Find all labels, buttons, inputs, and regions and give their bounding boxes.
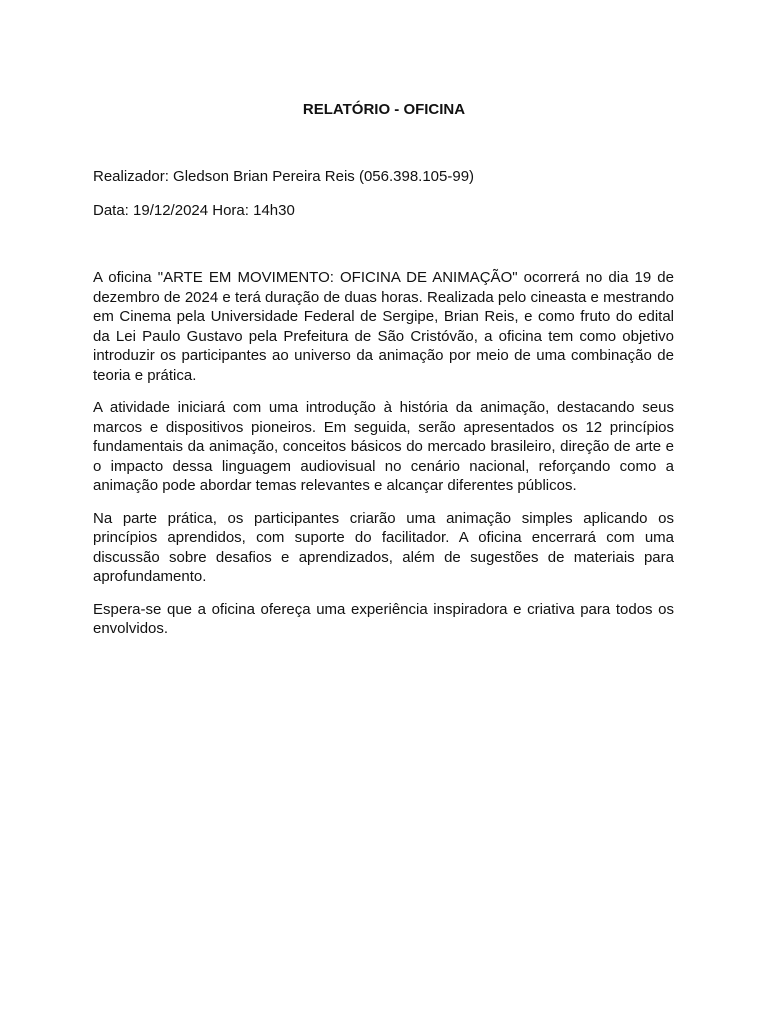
date-time-line: Data: 19/12/2024 Hora: 14h30	[93, 202, 295, 219]
paragraph-practice: Na parte prática, os participantes criarão uma animação simples aplicando os princípios aprendidos, com suporte do facilitador. A oficina encerrará com uma discussão sobre desafios e aprendizados, além de sugestões de materiais para aprofundamento.	[93, 509, 674, 585]
paragraph-conclusion: Espera-se que a oficina ofereça uma experiência inspiradora e criativa para todos os envolvidos.	[93, 600, 674, 637]
document-title: RELATÓRIO - OFICINA	[302, 101, 466, 118]
document-body	[93, 268, 674, 652]
paragraph-intro: A oficina "ARTE EM MOVIMENTO: OFICINA DE ANIMAÇÃO" ocorrerá no dia 19 de dezembro de 2024 e terá duração de duas horas. Realizada pelo cineasta e mestrando em Cinema pela Universidade Federal de Sergipe, Brian Reis, e como fruto do edital da Lei Paulo Gustavo pela Prefeitura de São Cristóvão, a oficina tem como objetivo introduzir os participantes ao universo da animação por meio de uma combinação de teoria e prática.	[93, 269, 674, 384]
paragraph-activity: A atividade iniciará com uma introdução à história da animação, destacando seus marcos e dispositivos pioneiros. Em seguida, serão apresentados os 12 princípios fundamentais da animação, conceitos básicos do mercado brasileiro, direção de arte e o impacto dessa linguagem audiovisual no cenário nacional, reforçando como a animação pode abordar temas relevantes e alcançar diferentes públicos.	[93, 399, 674, 494]
realizador-line: Realizador: Gledson Brian Pereira Reis (056.398.105-99)	[93, 168, 475, 185]
